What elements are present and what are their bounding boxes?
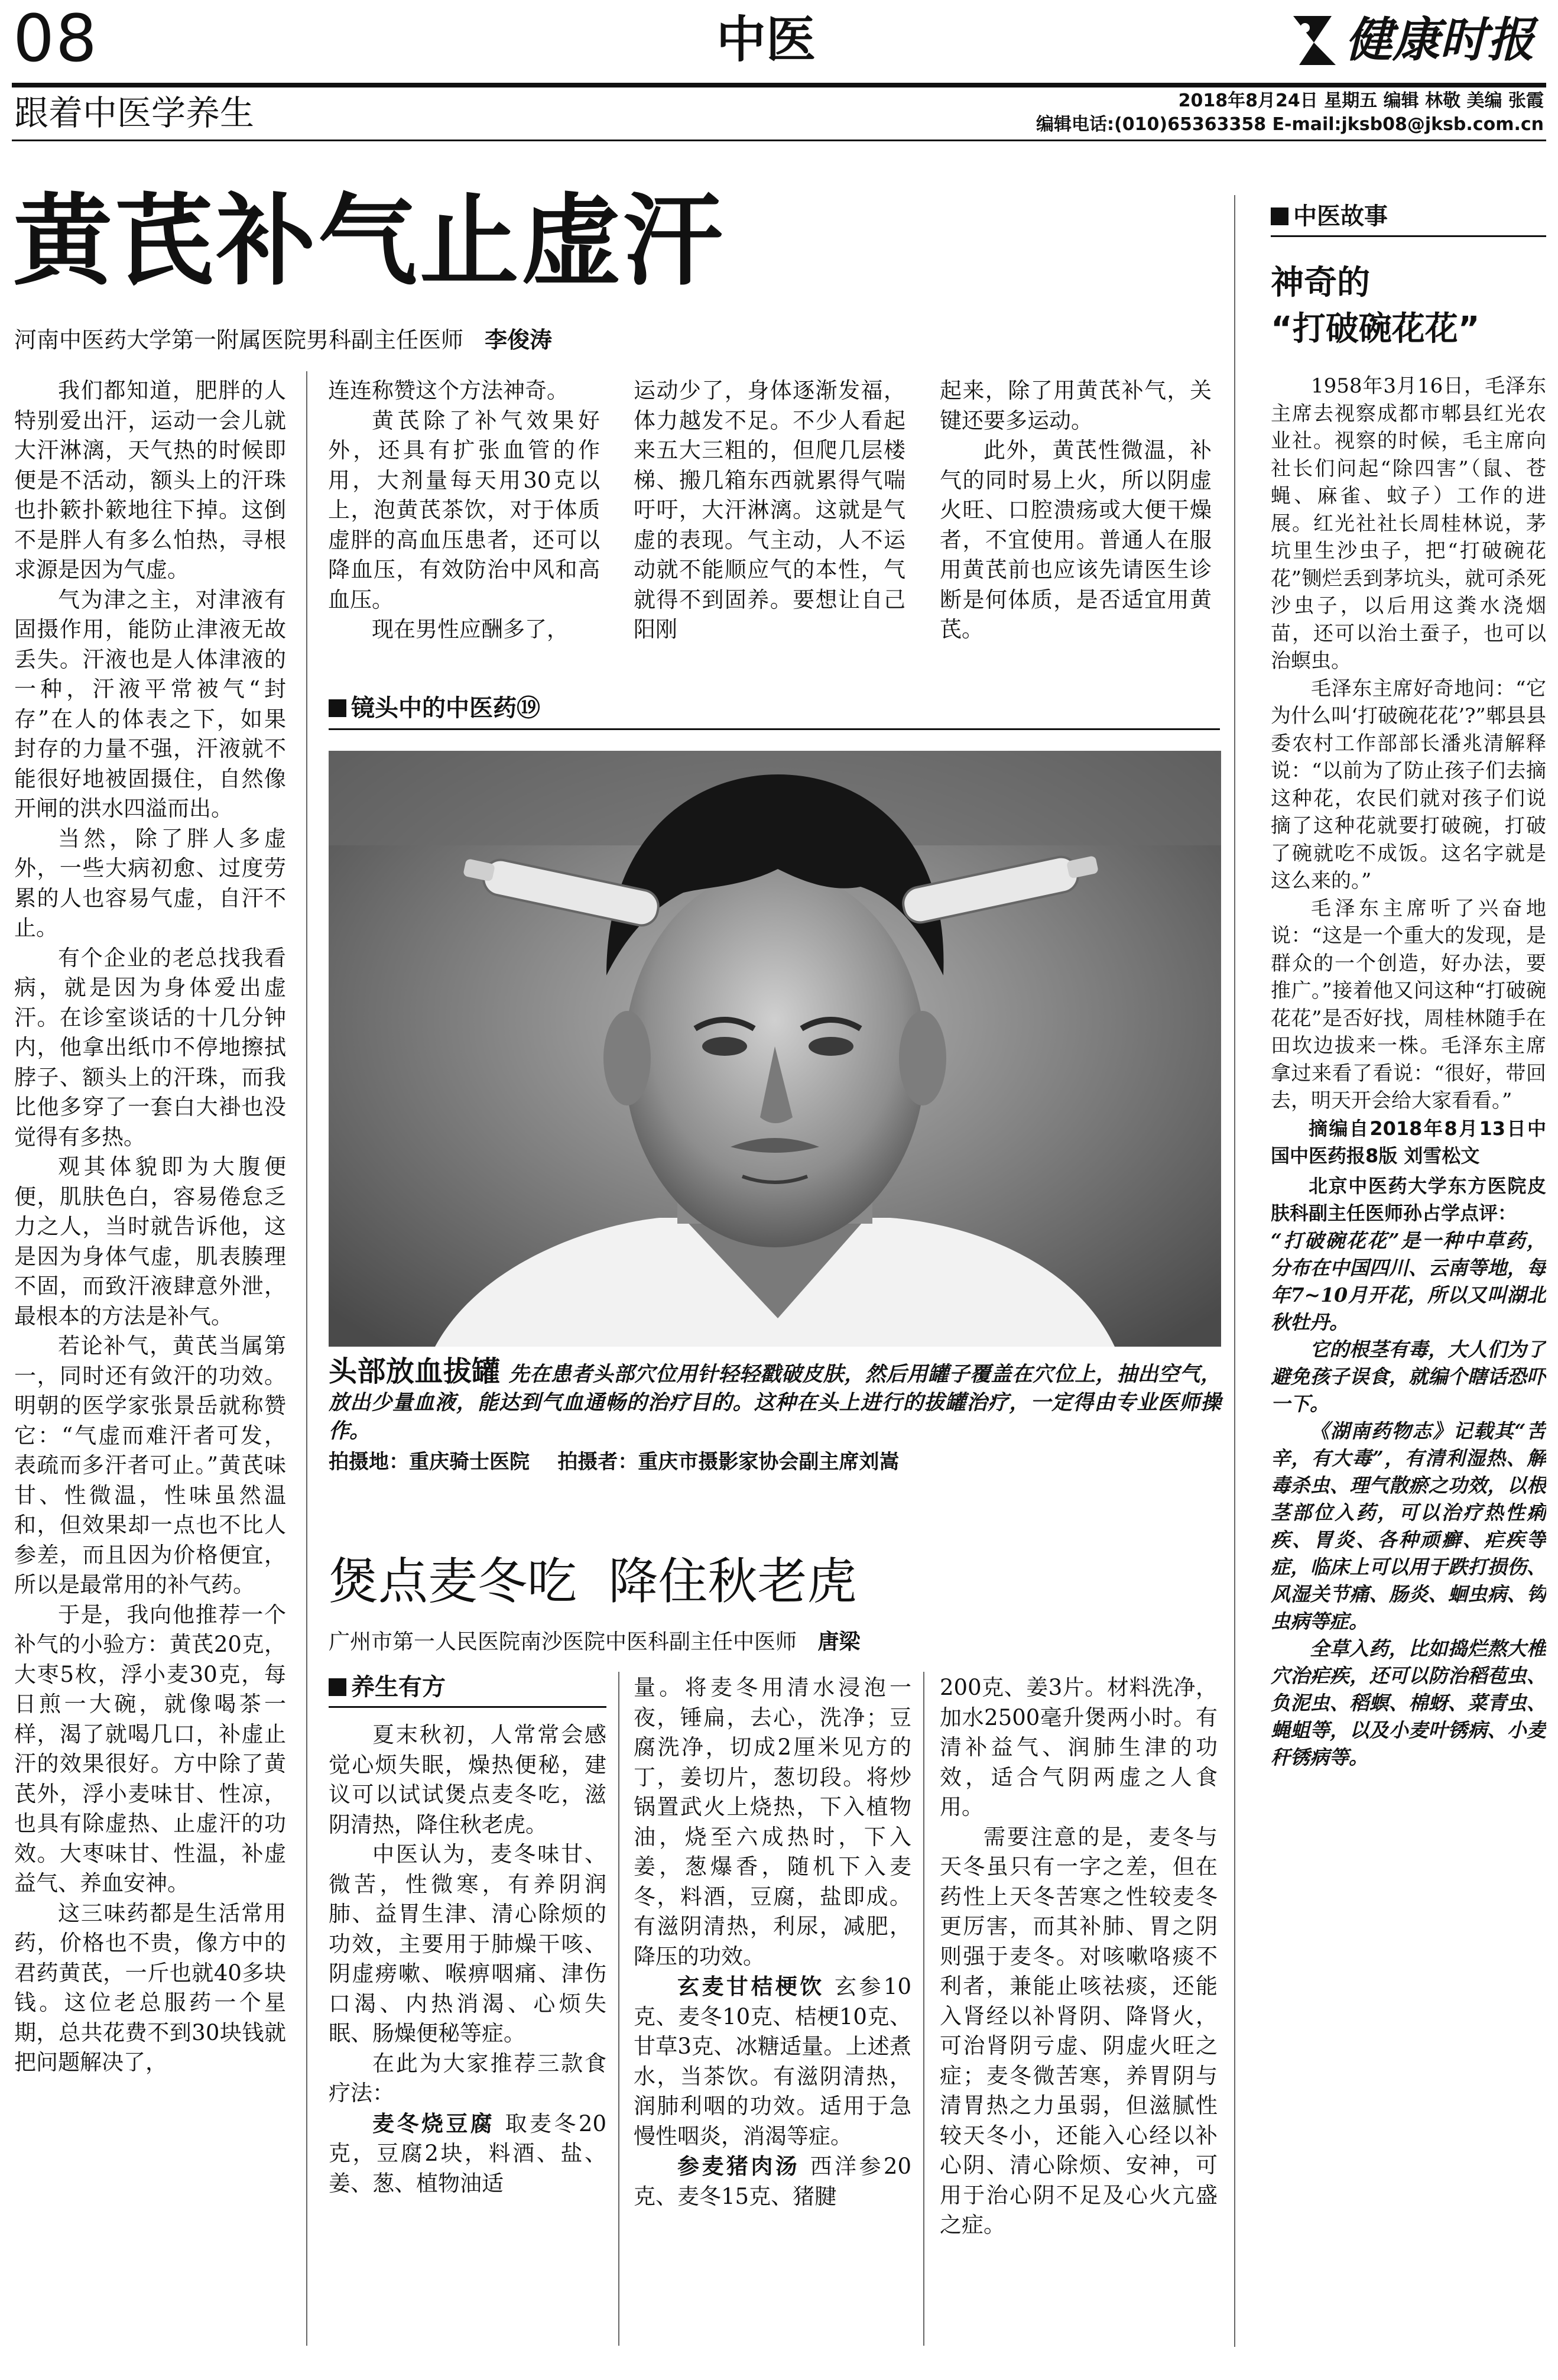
paragraph: 于是，我向他推荐一个补气的小验方：黄芪20克，大枣5枚，浮小麦30克，每日煎一大碗，就像喝茶一样，渴了就喝几口，补虚止汗的效果很好。方中除了黄芪外，浮小麦味甘、性凉，也具有除虚热、止虚汗的功效。大枣味甘、性温，补虚益气、养血安神。 bbox=[14, 1601, 286, 1896]
paragraph: 我们都知道，肥胖的人特别爱出汗，运动一会儿就大汗淋漓，天气热的时候即便是不活动，额头上的汗珠也扑簌扑簌地往下掉。这倒不是胖人有多么怕热，寻根求源是因为气虚。 bbox=[14, 378, 286, 582]
paragraph: 在此为大家推荐三款食疗法： bbox=[329, 2050, 606, 2106]
story-source: 摘编自2018年8月13日中国中医药报8版 刘雪松文 bbox=[1271, 1117, 1546, 1167]
second-col-1 bbox=[329, 1720, 606, 2359]
square-icon bbox=[1271, 207, 1288, 225]
second-byline bbox=[329, 1628, 860, 1656]
recipe-name: 麦冬烧豆腐 bbox=[372, 2110, 505, 2136]
paragraph: 夏末秋初，人常常会感觉心烦失眠，燥热便秘，建议可以试试煲点麦冬吃，滋阴清热，降住秋老虎。 bbox=[329, 1722, 606, 1837]
paragraph: 这三味药都是生活常用药，价格也不贵，像方中的君药黄芪，一斤也就40多块钱。这位老总服药一个星期，总共花费不到30块钱就把问题解决了， bbox=[14, 1900, 286, 2075]
story-body bbox=[1271, 372, 1546, 2347]
story-section-title: 中医故事 bbox=[1271, 201, 1388, 232]
logo-emblem-icon bbox=[1281, 7, 1346, 72]
paragraph: 有个企业的老总找我看病，就是因为身体爱出虚汗。在诊室谈话的十几分钟内，他拿出纸巾不停地擦拭脖子、额头上的汗珠，而我比他多穿了一套白大褂也没觉得有多热。 bbox=[14, 945, 286, 1150]
page-number: 08 bbox=[13, 1, 98, 76]
column-name: 跟着中医学养生 bbox=[14, 93, 255, 133]
photo-caption bbox=[329, 1357, 1221, 1476]
recipe-paragraph bbox=[634, 2151, 911, 2212]
paragraph: 它的根茎有毒，大人们为了避免孩子误食，就编个瞎话恐吓一下。 bbox=[1271, 1337, 1546, 1415]
main-col-4 bbox=[940, 376, 1212, 689]
contact-line: 编辑电话:(010)65363358 E-mail:jksb08@jksb.com.cn bbox=[1036, 114, 1544, 135]
byline-name: 唐梁 bbox=[817, 1630, 861, 1654]
paragraph: 需要注意的是，麦冬与天冬虽只有一字之差，但在药性上天冬苦寒之性较麦冬更厉害，而其补肺、胃之阴则强于麦冬。对咳嗽咯痰不利者，兼能止咳祛痰，还能入肾经以补肾阴、降肾火，可治肾阴亏虚、阴虚火旺之症；麦冬微苦寒，养胃阴与清胃热之力虽弱，但滋腻性较天冬小，还能入心经以补心阴、清心除烦、安神，可用于治心阴不足及心火亢盛之症。 bbox=[940, 1824, 1218, 2238]
main-headline: 黄芪补气止虚汗 bbox=[13, 182, 725, 299]
paragraph: 观其体貌即为大腹便便，肌肤色白，容易倦怠乏力之人，当时就告诉他，这是因为身体气虚，肌表腠理不固，而致汗液肆意外泄，最根本的方法是补气。 bbox=[14, 1154, 286, 1329]
paragraph: 气为津之主，对津液有固摄作用，能防止津液无故丢失。汗液也是人体津液的一种，汗液平常被气“封存”在人的体表之下，如果封存的力量不强，汗液就不能很好地被固摄住，自然像开闸的洪水四溢而出。 bbox=[14, 586, 286, 821]
byline-org: 广州市第一人民医院南沙医院中医科副主任中医师 bbox=[329, 1630, 797, 1654]
recipe-name: 参麦猪肉汤 bbox=[677, 2153, 810, 2179]
paragraph: 量。将麦冬用清水浸泡一夜，锤扁，去心，洗净；豆腐洗净，切成2厘米见方的丁，姜切片，葱切段。将炒锅置武火上烧热，下入植物油，烧至六成热时，下入姜，葱爆香，随机下入麦冬，料酒，豆腐，盐即成。有滋阴清热，利尿，减肥，降压的功效。 bbox=[634, 1675, 911, 1969]
second-col-3 bbox=[940, 1673, 1218, 2353]
paragraph: 200克、姜3片。材料洗净，加水2500毫升煲两小时。有清补益气、润肺生津的功效，适合气阴两虚之人食用。 bbox=[940, 1675, 1218, 1820]
photo-section-title: 镜头中的中医药⑲ bbox=[329, 692, 540, 725]
paragraph: 现在男性应酬多了， bbox=[372, 617, 569, 642]
date-line: 2018年8月24日 星期五 编辑 林敬 美编 张霞 bbox=[1178, 90, 1544, 111]
story-headline-line1: 神奇的 bbox=[1271, 264, 1370, 302]
column-rule bbox=[306, 371, 307, 2346]
photo-credit: 拍摄地：重庆骑士医院 拍摄者：重庆市摄影家协会副主席刘嵩 bbox=[329, 1450, 900, 1474]
recipe-text: 取麦冬20克，豆腐2块，料酒、盐、姜、葱、植物油适 bbox=[329, 2110, 606, 2196]
paragraph: 全草入药，比如捣烂熬大椎穴治疟疾，还可以防治稻苞虫、负泥虫、稻螟、棉蚜、菜青虫、蝇蛆等，以及小麦叶锈病、小麦秆锈病等。 bbox=[1271, 1636, 1546, 1769]
column-rule bbox=[618, 1672, 619, 2346]
paragraph: 运动少了，身体逐渐发福，体力越发不足。不少人看起来五大三粗的，但爬几层楼梯、搬几箱东西就累得气喘吁吁，大汗淋漓。这就是气虚的表现。气主动，人不运动就不能顺应气的本性，气就得不到固养。要想让自己阳刚 bbox=[634, 378, 905, 642]
section-rule bbox=[1271, 235, 1546, 237]
masthead-rule bbox=[12, 83, 1546, 87]
column-rule bbox=[923, 1672, 924, 2346]
caption-text: 先在患者头部穴位用针轻轻戳破皮肤，然后用罐子覆盖在穴位上，抽出空气，放出少量血液，能达到气血通畅的治疗目的。这种在头上进行的拔罐治疗，一定得由专业医师操作。 bbox=[329, 1362, 1221, 1443]
main-col-3 bbox=[634, 376, 905, 689]
cupping-photo-illustration bbox=[329, 751, 1221, 1347]
paragraph: 中医认为，麦冬味甘、微苦，性微寒，有养阴润肺、益胃生津、清心除烦的功效，主要用于肺燥干咳、阴虚痨嗽、喉痹咽痛、津伤口渴、内热消渴、心烦失眠、肠燥便秘等症。 bbox=[329, 1841, 606, 2046]
square-icon bbox=[329, 1678, 346, 1696]
story-headline bbox=[1271, 260, 1480, 352]
review-body bbox=[1271, 1227, 1546, 1771]
paper-name: 健康时报 bbox=[1345, 12, 1534, 67]
byline-name: 李俊涛 bbox=[485, 327, 553, 353]
second-headline: 煲点麦冬吃 降住秋老虎 bbox=[329, 1552, 857, 1610]
paragraph: 黄芪除了补气效果好外，还具有扩张血管的作用，大剂量每天用30克以上，泡黄芪茶饮，对于体质虚胖的高血压患者，还可以降血压，有效防治中风和高血压。 bbox=[328, 407, 600, 612]
paper-logo bbox=[1281, 7, 1547, 72]
section-name: 中医 bbox=[716, 10, 816, 69]
recipe-paragraph bbox=[634, 1972, 911, 2151]
story-headline-line2: “打破碗花花” bbox=[1271, 310, 1480, 348]
paragraph: 起来，除了用黄芪补气，关键还要多运动。 bbox=[940, 378, 1212, 433]
recipe-paragraph bbox=[329, 2109, 606, 2199]
recipe-text: 玄参10克、麦冬10克、桔梗10克、甘草3克、冰糖适量。上述煮水，当茶饮。有滋阴清热，润肺利咽的功效。适用于急慢性咽炎，消渴等症。 bbox=[634, 1974, 911, 2149]
byline-org: 河南中医药大学第一附属医院男科副主任医师 bbox=[14, 327, 464, 353]
paragraph: 1958年3月16日，毛泽东主席去视察成都市郫县红光农业社。视察的时候，毛主席向社长们问起“除四害”（鼠、苍蝇、麻雀、蚊子）工作的进展。红光社社长周桂林说，茅坑里生沙虫子，把“打破碗花花”铡烂丢到茅坑头，就可杀死沙虫子，以后用这粪水浇烟苗，还可以治土蚕子，也可以治螟虫。 bbox=[1271, 374, 1546, 673]
review-intro: 北京中医药大学东方医院皮肤科副主任医师孙占学点评： bbox=[1271, 1174, 1546, 1224]
paragraph: 《湖南药物志》记载其“苦辛，有大毒”，有清利湿热、解毒杀虫、理气散瘀之功效，以根茎部位入药，可以治疗热性痢疾、胃炎、各种顽癣、疟疾等症，临床上可以用于跌打损伤、风湿关节痛、肠炎、蛔虫病、钩虫病等症。 bbox=[1271, 1419, 1546, 1633]
caption-title: 头部放血拔罐 bbox=[329, 1355, 501, 1388]
section-rule bbox=[329, 728, 1220, 730]
square-icon bbox=[329, 699, 346, 717]
main-col-1 bbox=[14, 376, 286, 2345]
wellness-section-title: 养生有方 bbox=[329, 1672, 446, 1703]
cupping-photo bbox=[329, 751, 1221, 1347]
section-rule bbox=[329, 1706, 606, 1708]
paragraph: 当然，除了胖人多虚外，一些大病初愈、过度劳累的人也容易气虚，自汗不止。 bbox=[14, 825, 286, 941]
recipe-text: 西洋参20克、麦冬15克、猪腱 bbox=[634, 2154, 911, 2209]
recipe-name: 玄麦甘桔梗饮 bbox=[677, 1973, 835, 1999]
main-col-2 bbox=[328, 376, 600, 689]
paragraph: 连连称赞这个方法神奇。 bbox=[328, 378, 569, 403]
paragraph: 若论补气，黄芪当属第一，同时还有敛汗的功效。明朝的医学家张景岳就称赞它：“气虚而难汗者可发，表疏而多汗者可止。”黄芪味甘、性微温，性味虽然温和，但效果却一点也不比人参差，而且因为价格便宜，所以是最常用的补气药。 bbox=[14, 1333, 286, 1597]
main-byline bbox=[14, 325, 552, 355]
paragraph: 毛泽东主席听了兴奋地说：“这是一个重大的发现，是群众的一个创造，好办法，要推广。”接着他又问这种“打破碗花花”是否好找，周桂林随手在田坎边拔来一株。毛泽东主席拿过来看了看说：“很好，带回去，明天开会给大家看看。” bbox=[1271, 896, 1546, 1113]
paragraph: “打破碗花花”是一种中草药，分布在中国四川、云南等地，每年7~10月开花，所以又叫湖北秋牡丹。 bbox=[1271, 1228, 1546, 1334]
masthead-rule-bottom bbox=[12, 140, 1546, 141]
column-rule bbox=[1234, 195, 1235, 2347]
paragraph: 此外，黄芪性微温，补气的同时易上火，所以阴虚火旺、口腔溃疡或大便干燥者，不宜使用。普通人在服用黄芪前也应该先请医生诊断是何体质，是否适宜用黄芪。 bbox=[940, 437, 1212, 642]
second-col-2 bbox=[634, 1673, 911, 2353]
paragraph: 毛泽东主席好奇地问：“它为什么叫‘打破碗花花’?”郫县县委农村工作部部长潘兆清解释说：“以前为了防止孩子们去摘这种花，农民们就对孩子们说摘了这种花就要打破碗，打破了碗就吃不成饭。这名字就是这么来的。” bbox=[1271, 676, 1546, 893]
